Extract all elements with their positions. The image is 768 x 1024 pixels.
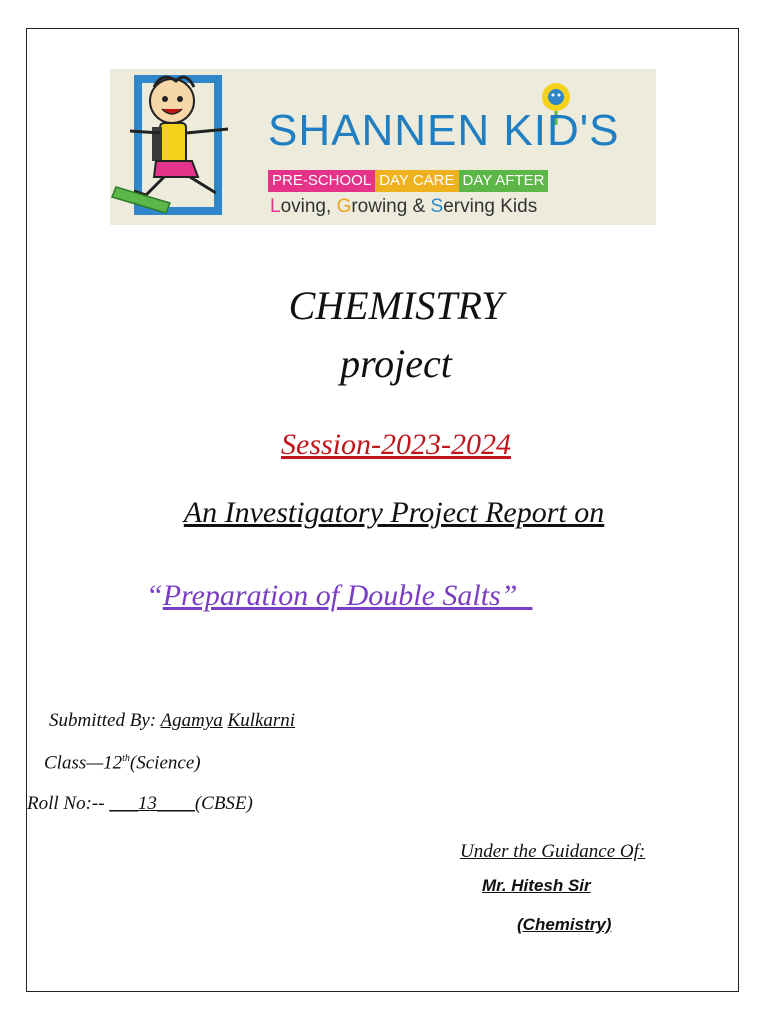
service-dayafter: DAY AFTER bbox=[459, 170, 549, 192]
service-daycare: DAY CARE bbox=[375, 170, 458, 192]
submitted-by-line bbox=[49, 709, 295, 733]
brand-name: SHANNEN KID'S bbox=[268, 106, 620, 155]
school-logo bbox=[110, 69, 656, 225]
roll-line bbox=[27, 792, 253, 816]
session-heading: Session-2023-2024 bbox=[281, 428, 511, 461]
topic-open-quote: “ bbox=[146, 579, 163, 612]
project-topic bbox=[146, 578, 532, 614]
logo-tagline bbox=[270, 195, 537, 219]
student-last-name: Kulkarni bbox=[227, 710, 296, 731]
class-line bbox=[44, 747, 201, 775]
teacher-name: Mr. Hitesh Sir bbox=[482, 876, 591, 895]
report-heading: An Investigatory Project Report on bbox=[183, 496, 605, 529]
project-subtitle: project bbox=[340, 341, 452, 386]
class-ordinal: th bbox=[122, 753, 130, 764]
guidance-label: Under the Guidance Of: bbox=[460, 841, 646, 862]
teacher-department: (Chemistry) bbox=[517, 915, 612, 934]
tagline-serving: erving Kids bbox=[443, 196, 538, 217]
student-first-name: Agamya bbox=[160, 710, 223, 731]
tagline-l: L bbox=[270, 196, 281, 217]
class-value: Class—12 bbox=[44, 752, 123, 774]
tagline-growing: rowing & bbox=[351, 196, 431, 217]
class-stream: (Science) bbox=[129, 752, 201, 774]
roll-number: ___13____ bbox=[109, 793, 195, 814]
tagline-loving: oving, bbox=[280, 196, 337, 217]
roll-label: Roll No:-- bbox=[27, 793, 110, 814]
topic-text: Preparation of Double Salts” bbox=[162, 579, 533, 612]
subject-title: CHEMISTRY bbox=[288, 283, 504, 328]
submitted-label: Submitted By: bbox=[49, 710, 161, 731]
service-preschool: PRE-SCHOOL bbox=[268, 170, 375, 192]
roll-board: (CBSE) bbox=[194, 793, 253, 814]
service-strip bbox=[268, 170, 548, 192]
tagline-g: G bbox=[336, 196, 352, 217]
tagline-s: S bbox=[430, 196, 444, 217]
